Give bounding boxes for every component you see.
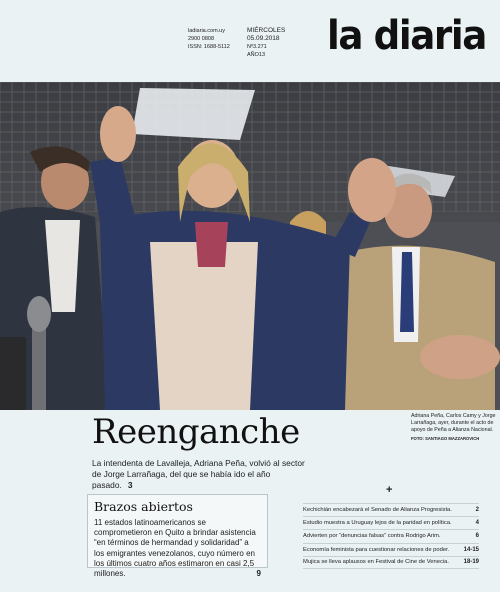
index-item[interactable] (303, 516, 479, 529)
lede-text: La intendenta de Lavalleja, Adriana Peña, volvió al sector de Jorge Larrañaga, del que se había ido el año pasado. (92, 458, 305, 490)
photo-caption (411, 413, 499, 442)
index-list (303, 503, 479, 569)
box-body: 11 estados latinoamericanos se comprometieron en Quito a brindar asistencia “en términos de hermandad y solidaridad” a los emigrantes venezolanos, cuyo número en los últimos cuatro años estimaron en casi 2,5 millones. (94, 518, 256, 579)
day-of-week: MIÉRCOLES (247, 27, 286, 34)
index-item-text: Estudio muestra a Uruguay lejos de la paridad en política. (303, 520, 452, 527)
index-item-page: 14-15 (463, 546, 479, 553)
plus-icon: + (386, 484, 393, 496)
issue-info (247, 27, 285, 59)
index-item-page: 4 (475, 520, 479, 527)
publication-info (188, 27, 230, 51)
lede-page-number: 3 (127, 480, 133, 490)
index-item[interactable] (303, 543, 479, 556)
box-text (94, 518, 261, 579)
headline-title[interactable]: Reenganche (92, 412, 300, 452)
headline-lede (92, 458, 307, 491)
photo-credit: FOTO: SANTIAGO MAZZAROVICH (411, 436, 480, 441)
newspaper-logo[interactable]: la diaria (327, 13, 486, 59)
cover-photo (0, 82, 500, 410)
phone-text: 2900 0808 (188, 36, 214, 42)
index-item-page: 2 (475, 507, 479, 514)
index-item[interactable] (303, 556, 479, 569)
issn-text: ISSN: 1688-5112 (188, 44, 230, 50)
masthead (0, 0, 500, 82)
issue-date: 05.09.2018 (247, 35, 280, 42)
box-title: Brazos abiertos (94, 499, 193, 514)
box-page-number: 9 (256, 569, 261, 579)
photo-caption-text: Adriana Peña, Carlos Camy y Jorge Larrañaga, ayer, durante el acto de apoyo de Peña a Alianza Nacional. (411, 413, 496, 433)
index-item-text: Mujica se lleva aplausos en Festival de Cine de Venecia. (303, 559, 449, 566)
cover-photo-illustration (0, 82, 500, 410)
index-item-text: Economía feminista para cuestionar relaciones de poder. (303, 546, 450, 553)
index-item-text: Kechichián encabezará el Senado de Alianza Progresista. (303, 507, 452, 514)
issue-year: AÑO13 (247, 52, 266, 58)
issue-number: Nº3.271 (247, 44, 267, 50)
index-item-page: 6 (475, 533, 479, 540)
index-item[interactable] (303, 503, 479, 516)
index-item-page: 18-19 (463, 559, 479, 566)
website-text[interactable]: ladiaria.com.uy (188, 28, 225, 34)
index-item-text: Advierten por “denuncias falsas” contra Rodrigo Arim. (303, 533, 441, 540)
index-item[interactable] (303, 529, 479, 542)
brazos-abiertos-box[interactable] (87, 494, 268, 579)
